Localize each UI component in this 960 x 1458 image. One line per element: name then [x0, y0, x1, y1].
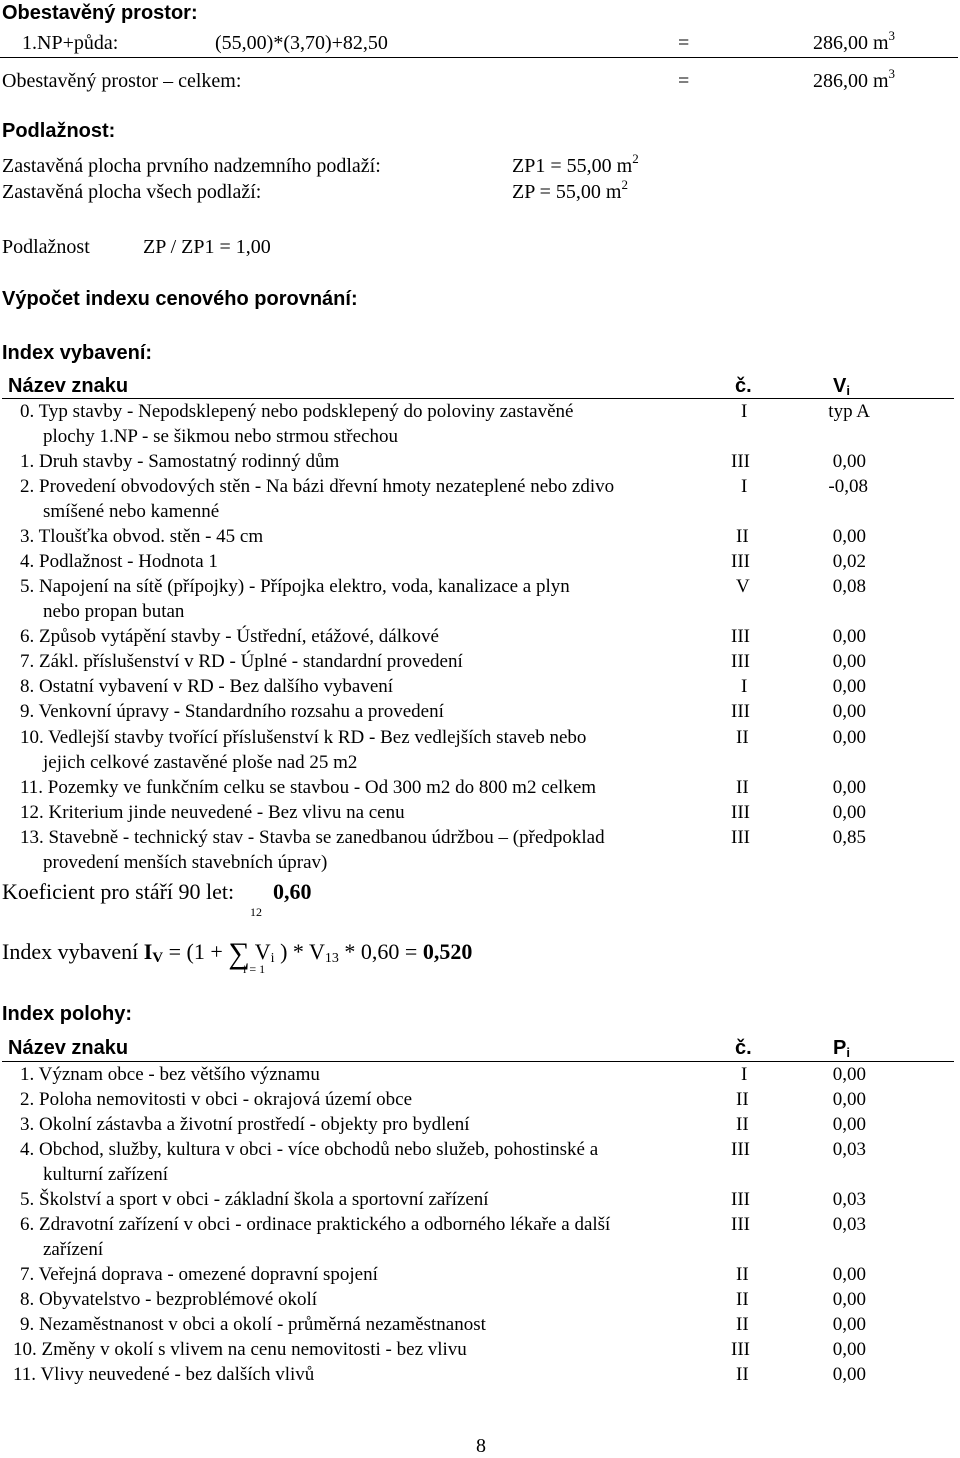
table-row-no: III	[731, 1139, 750, 1160]
table-row-label: 0. Typ stavby - Nepodsklepený nebo podsklepený do poloviny zastavěné	[20, 401, 574, 422]
divider	[0, 57, 958, 58]
table-row-label: 4. Obchod, služby, kultura v obci - více obchodů nebo služeb, pohostinské a	[20, 1139, 599, 1160]
table-row-label: 10. Změny v okolí s vlivem na cenu nemovitosti - bez vlivu	[13, 1339, 467, 1360]
table-row-no: V	[736, 576, 750, 597]
table-row-no: II	[736, 1289, 749, 1310]
index-calc-heading: Výpočet indexu cenového porovnání:	[2, 288, 358, 310]
table-row-no: II	[736, 777, 749, 798]
floor-ratio-heading: Podlažnost:	[2, 120, 116, 142]
age-coefficient-label: Koeficient pro stáří 90 let:	[2, 879, 235, 904]
built-space-row1-label: 1.NP+půda:	[22, 32, 119, 54]
table-row-no: II	[736, 526, 749, 547]
table-row-value: 0,00	[832, 727, 866, 748]
table-row-value: 0,00	[832, 1339, 866, 1360]
table-row-label-cont: jejich celkové zastavěné ploše nad 25 m2	[43, 752, 358, 773]
table-row-label-cont: nebo propan butan	[43, 601, 185, 622]
table-row-no: I	[741, 476, 748, 497]
equipment-index-formula: Index vybavení $I_V = (1$ + ∑ $V_i$ ) * $V_{13} * 0,60 = 0,520$	[2, 937, 473, 970]
table-row-value: 0,00	[832, 451, 866, 472]
floor-ratio-result-value: ZP / ZP1 = 1,00	[143, 236, 271, 258]
equipment-col-no: č.	[735, 375, 752, 397]
table-row-label: 3. Tloušťka obvod. stěn - 45 cm	[20, 526, 264, 547]
table-row-no: III	[731, 651, 750, 672]
location-col-p: $P_i$	[833, 1037, 850, 1060]
location-heading: Index polohy:	[2, 1003, 132, 1025]
table-row-label: 5. Napojení na sítě (přípojky) - Přípojka elektro, voda, kanalizace a plyn	[20, 576, 570, 597]
formula-lower-limit: i = 1	[243, 962, 266, 976]
table-row-label: 4. Podlažnost - Hodnota 1	[20, 551, 218, 572]
table-row-no: III	[731, 1189, 750, 1210]
table-row-no: II	[736, 1114, 749, 1135]
table-row-label: 6. Zdravotní zařízení v obci - ordinace praktického a odborného lékaře a další	[20, 1214, 611, 1235]
table-row-label: 5. Školství a sport v obci - základní škola a sportovní zařízení	[20, 1189, 489, 1210]
table-row-label: 3. Okolní zástavba a životní prostředí - objekty pro bydlení	[20, 1114, 470, 1135]
floor-ratio-row2-value: ZP = 55,00 $m^2$	[512, 177, 628, 203]
table-row-label: 11. Vlivy neuvedené - bez dalších vlivů	[13, 1364, 315, 1385]
table-row-value: -0,08	[828, 476, 868, 497]
table-row-no: III	[731, 451, 750, 472]
equipment-col-v: $V_i$	[833, 375, 850, 398]
floor-ratio-row1-label: Zastavěná plocha prvního nadzemního podlaží:	[2, 155, 381, 177]
table-row-no: II	[736, 1314, 749, 1335]
table-row-value: 0,00	[832, 777, 866, 798]
table-row-label: 2. Poloha nemovitosti v obci - okrajová území obce	[20, 1089, 413, 1110]
table-row-label: 1. Význam obce - bez většího významu	[20, 1064, 320, 1085]
table-row-value: 0,00	[832, 651, 866, 672]
equipment-col-name: Název znaku	[8, 375, 129, 397]
page-number: 8	[476, 1435, 486, 1457]
table-row-value: 0,00	[832, 1314, 866, 1335]
location-col-name: Název znaku	[8, 1037, 129, 1059]
table-row-value: 0,00	[832, 1114, 866, 1135]
built-space-row1-formula: (55,00)*(3,70)+82,50	[215, 32, 388, 54]
built-space-row1-value: 286,00 $m^3$	[812, 28, 895, 54]
table-row-value: 0,03	[832, 1139, 866, 1160]
table-row-label: 8. Obyvatelstvo - bezproblémové okolí	[20, 1289, 318, 1310]
table-row-value: 0,00	[832, 1089, 866, 1110]
formula-upper-limit: 12	[250, 905, 262, 919]
table-row-value: 0,00	[832, 1064, 866, 1085]
table-row-label-cont: smíšené nebo kamenné	[43, 501, 220, 522]
table-row-no: III	[731, 1214, 750, 1235]
table-row-label-cont: zařízení	[43, 1239, 104, 1260]
table-row-no: I	[741, 401, 748, 422]
table-row-label-cont: plochy 1.NP - se šikmou nebo strmou střechou	[43, 426, 398, 447]
table-row-no: II	[736, 1089, 749, 1110]
table-row-value: 0,00	[832, 1289, 866, 1310]
table-row-value: 0,08	[832, 576, 866, 597]
table-row-value: 0,00	[832, 526, 866, 547]
table-row-no: III	[731, 802, 750, 823]
location-col-no: č.	[735, 1037, 752, 1059]
table-row-label: 7. Zákl. příslušenství v RD - Úplné - standardní provedení	[20, 651, 463, 672]
table-row-value: 0,00	[832, 1364, 866, 1385]
table-row-value: 0,00	[832, 676, 866, 697]
table-row-label: 12. Kriterium jinde neuvedené - Bez vlivu na cenu	[20, 802, 405, 823]
table-row-no: I	[741, 1064, 748, 1085]
table-row-label: 9. Venkovní úpravy - Standardního rozsahu a provedení	[20, 701, 444, 722]
age-coefficient-value: 0,60	[273, 879, 312, 904]
table-row-label: 8. Ostatní vybavení v RD - Bez dalšího vybavení	[20, 676, 394, 697]
table-row-no: III	[731, 827, 750, 848]
built-space-heading: Obestavěný prostor:	[2, 2, 198, 24]
table-row-label: 13. Stavebně - technický stav - Stavba se zanedbanou údržbou – (předpoklad	[20, 827, 605, 848]
table-row-value: 0,03	[832, 1189, 866, 1210]
equipment-heading: Index vybavení:	[2, 342, 153, 364]
table-row-label: 6. Způsob vytápění stavby - Ústřední, etážové, dálkové	[20, 626, 439, 647]
table-row-no: II	[736, 1364, 749, 1385]
table-row-label: 9. Nezaměstnanost v obci a okolí - průměrná nezaměstnanost	[20, 1314, 486, 1335]
table-row-value: typ A	[828, 401, 870, 422]
table-row-value: 0,00	[832, 626, 866, 647]
table-row-no: III	[731, 551, 750, 572]
floor-ratio-result-label: Podlažnost	[2, 236, 90, 258]
divider	[2, 1061, 954, 1062]
table-row-label: 10. Vedlejší stavby tvořící příslušenství k RD - Bez vedlejších staveb nebo	[20, 727, 587, 748]
table-row-label-cont: provedení menších stavebních úprav)	[43, 852, 328, 873]
table-row-no: I	[741, 676, 748, 697]
built-space-row2-label: Obestavěný prostor – celkem:	[2, 70, 242, 92]
table-row-value: 0,03	[832, 1214, 866, 1235]
table-row-label: 1. Druh stavby - Samostatný rodinný dům	[20, 451, 340, 472]
table-row-no: III	[731, 1339, 750, 1360]
built-space-row2-eq: =	[678, 70, 690, 92]
table-row-no: III	[731, 626, 750, 647]
floor-ratio-row1-value: ZP1 = 55,00 $m^2$	[512, 151, 639, 177]
built-space-row2-value: 286,00 $m^3$	[812, 66, 895, 92]
table-row-value: 0,85	[832, 827, 866, 848]
table-row-value: 0,00	[832, 802, 866, 823]
table-row-label: 7. Veřejná doprava - omezené dopravní spojení	[20, 1264, 378, 1285]
table-row-value: 0,00	[832, 701, 866, 722]
table-row-no: III	[731, 701, 750, 722]
table-row-label: 11. Pozemky ve funkčním celku se stavbou - Od 300 m2 do 800 m2 celkem	[20, 777, 597, 798]
table-row-value: 0,00	[832, 1264, 866, 1285]
table-row-label: 2. Provedení obvodových stěn - Na bázi dřevní hmoty nezateplené nebo zdivo	[20, 476, 615, 497]
sigma-symbol: ∑	[228, 937, 250, 970]
floor-ratio-row2-label: Zastavěná plocha všech podlaží:	[2, 181, 262, 203]
table-row-label-cont: kulturní zařízení	[43, 1164, 169, 1185]
table-row-value: 0,02	[832, 551, 866, 572]
built-space-row1-eq: =	[678, 32, 690, 54]
table-row-no: II	[736, 1264, 749, 1285]
divider	[2, 398, 954, 399]
table-row-no: II	[736, 727, 749, 748]
